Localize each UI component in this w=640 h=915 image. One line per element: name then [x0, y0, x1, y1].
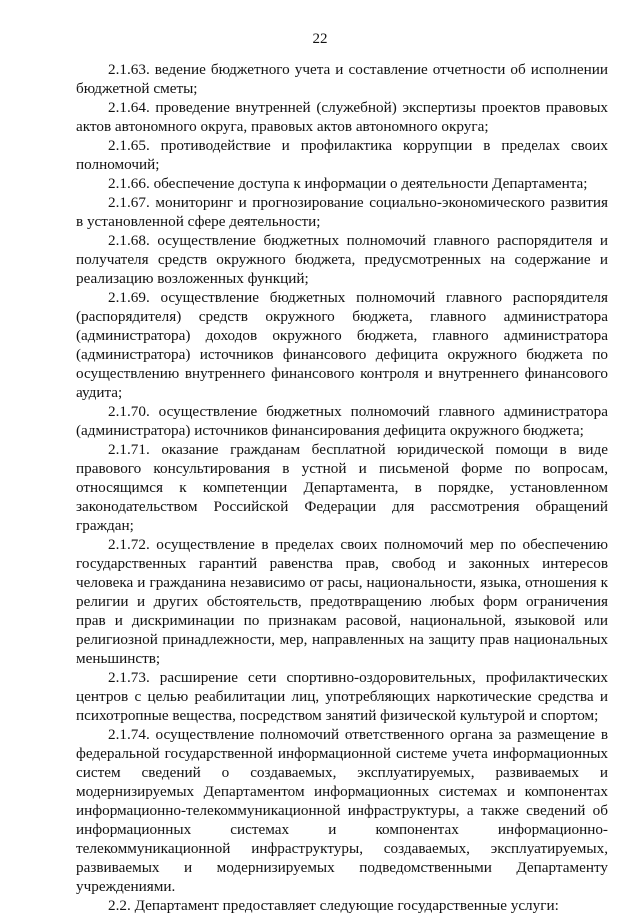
paragraph-2-1-63: 2.1.63. ведение бюджетного учета и составление отчетности об исполнении бюджетной сметы;	[76, 61, 608, 97]
paragraph-2-1-67: 2.1.67. мониторинг и прогнозирование социально-экономического развития в установленной сфере деятельности;	[76, 194, 608, 230]
paragraph-2-1-68: 2.1.68. осуществление бюджетных полномочий главного распорядителя и получателя средств окружного бюджета, предусмотренных на содержание и реализацию возложенных функций;	[76, 232, 608, 287]
paragraph-2-1-71: 2.1.71. оказание гражданам бесплатной юридической помощи в виде правового консультирования в устной и письменой форме по вопросам, относящимся к компетенции Департамента, в порядке, установленном законодательством Российской Федерации для рассмотрения обращений граждан;	[76, 441, 608, 534]
paragraph-2-1-69: 2.1.69. осуществление бюджетных полномочий главного распорядителя (распорядителя) средств окружного бюджета, главного администратора (администратора) доходов окружного бюджета, главного администратора (администратора) источников финансового дефицита окружного бюджета по осуществлению внутреннего финансового контроля и внутреннего финансового аудита;	[76, 289, 608, 401]
paragraph-2-1-66: 2.1.66. обеспечение доступа к информации о деятельности Департамента;	[108, 175, 588, 192]
document-body	[76, 60, 608, 915]
paragraph-2-1-70: 2.1.70. осуществление бюджетных полномочий главного администратора (администратора) источников финансирования дефицита окружного бюджета;	[76, 403, 608, 439]
paragraph-2-1-64: 2.1.64. проведение внутренней (служебной) экспертизы проектов правовых актов автономного округа, правовых актов автономного округа;	[76, 99, 608, 135]
paragraph-2-1-73: 2.1.73. расширение сети спортивно-оздоровительных, профилактических центров с целью реабилитации лиц, употребляющих наркотические средства и психотропные вещества, посредством занятий физической культурой и спортом;	[76, 669, 608, 724]
paragraph-2-1-72: 2.1.72. осуществление в пределах своих полномочий мер по обеспечению государственных гарантий равенства прав, свобод и законных интересов человека и гражданина независимо от расы, национальности, языка, отношения к религии и других обстоятельств, предотвращению любых форм ограничения прав и дискриминации по признакам расовой, национальной, языковой или религиозной принадлежности, мер, направленных на защиту прав национальных меньшинств;	[76, 536, 608, 667]
paragraph-2-2: 2.2. Департамент предоставляет следующие государственные услуги:	[108, 897, 559, 914]
paragraph-2-1-74: 2.1.74. осуществление полномочий ответственного органа за размещение в федеральной государственной информационной системе учета информационных систем сведений о создаваемых, эксплуатируемых, развиваемых и модернизируемых Департаментом информационных системах и компонентах информационно-телекоммуникационной инфраструктуры, а также сведений об информационных системах и компонентах информационно-телекоммуникационной инфраструктуры, создаваемых, эксплуатируемых, развиваемых и модернизируемых подведомственными Департаменту учреждениями.	[76, 726, 608, 895]
paragraph-2-1-65: 2.1.65. противодействие и профилактика коррупции в пределах своих полномочий;	[76, 137, 608, 173]
page-number: 22	[312, 31, 328, 47]
